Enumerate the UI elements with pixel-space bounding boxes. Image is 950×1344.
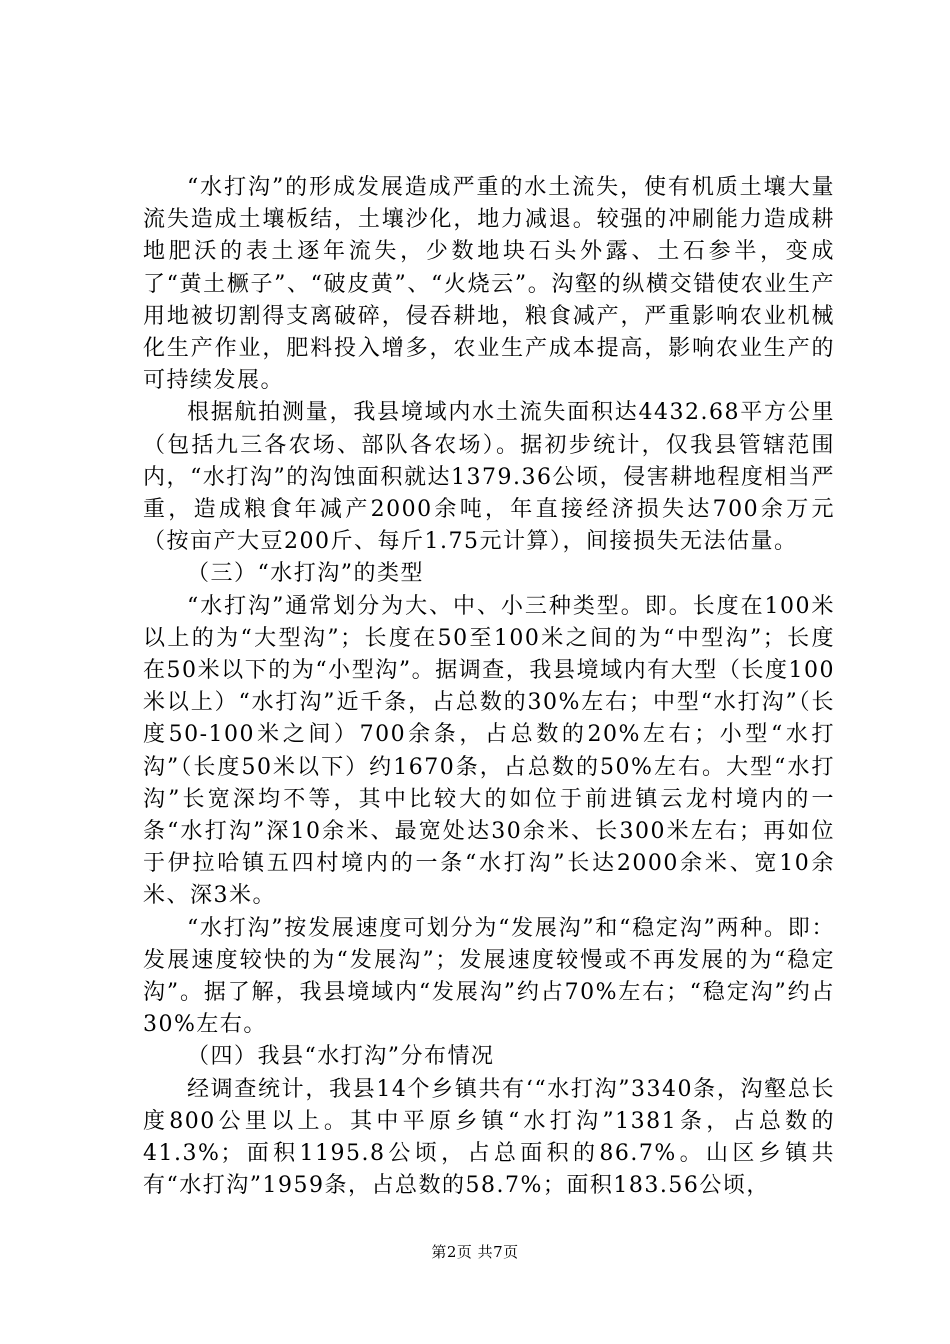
paragraph-distribution: 经调查统计，我县14个乡镇共有‘“水打沟”3340条，沟壑总长度800公里以上。其中平原乡镇“水打沟”1381条，占总数的41.3%；面积1195.8公顷，占总面积的86.7%。山区乡镇共有“水打沟”1959条，占总数的58.7%；面积183.56公顷，	[143, 1076, 835, 1199]
paragraph-size-types: “水打沟”通常划分为大、中、小三种类型。即。长度在100米以上的为“大型沟”；长度在50至100米之间的为“中型沟”；长度在50米以下的为“小型沟”。据调查，我县境域内有大型（长度100米以上）“水打沟”近千条，占总数的30%左右；中型“水打沟”（长度50-100米之间）700余条，占总数的20%左右；小型“水打沟”（长度50米以下）约1670条，占总数的50%左右。大型“水打沟”长宽深均不等，其中比较大的如位于前进镇云龙村境内的一条“水打沟”深10余米、最宽处达30余米、长300米左右；再如位于伊拉哈镇五四村境内的一条“水打沟”长达2000余米、宽10余米、深3米。	[143, 593, 835, 909]
section-heading-distribution: （四）我县“水打沟”分布情况	[187, 1044, 495, 1070]
section-heading-types: （三）“水打沟”的类型	[187, 561, 424, 587]
paragraph-impact: “水打沟”的形成发展造成严重的水土流失，使有机质土壤大量流失造成土壤板结，土壤沙化，地力减退。较强的冲刷能力造成耕地肥沃的表土逐年流失，少数地块石头外露、土石参半，变成了“黄土橛子”、“破皮黄”、“火烧云”。沟壑的纵横交错使农业生产用地被切割得支离破碎，侵吞耕地，粮食减产，严重影响农业机械化生产作业，肥料投入增多，农业生产成本提高，影响农业生产的可持续发展。	[143, 175, 835, 394]
document-body	[143, 172, 835, 1203]
page-number-footer: 第2页 共7页	[431, 1243, 519, 1261]
paragraph-speed-types: “水打沟”按发展速度可划分为“发展沟”和“稳定沟”两种。即：发展速度较快的为“发展沟”；发展速度较慢或不再发展的为“稳定沟”。据了解，我县境域内“发展沟”约占70%左右；“稳定沟”约占30%左右。	[143, 915, 835, 1038]
paragraph-survey-data: 根据航拍测量，我县境域内水土流失面积达4432.68平方公里（包括九三各农场、部队各农场）。据初步统计，仅我县管辖范围内，“水打沟”的沟蚀面积就达1379.36公顷，侵害耕地程度相当严重，造成粮食年减产2000余吨，年直接经济损失达700余万元（按亩产大豆200斤、每斤1.75元计算），间接损失无法估量。	[143, 400, 835, 555]
